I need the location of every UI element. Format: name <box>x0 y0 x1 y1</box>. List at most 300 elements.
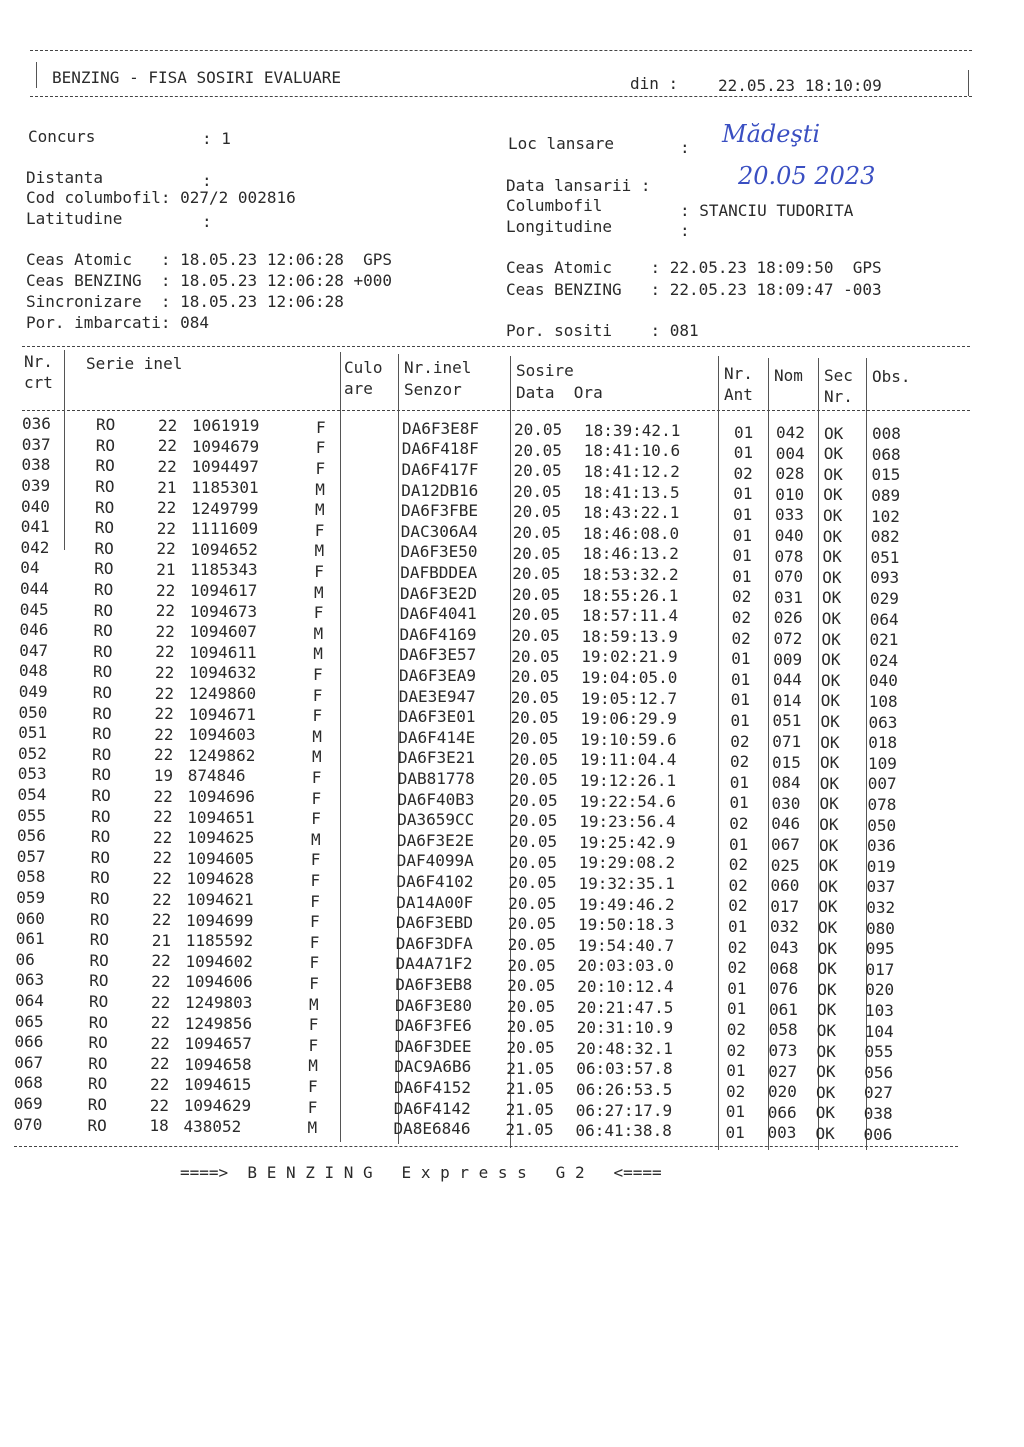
row-sensor-id: DA6F3EA9 <box>399 665 477 685</box>
row-nr: 041 <box>20 517 50 537</box>
row-ring-number: 1094696 <box>187 787 255 807</box>
row-sensor-id: DA12DB16 <box>401 480 479 500</box>
row-arrival-time: 19:10:59.6 <box>580 729 677 749</box>
table-row <box>0 805 1024 835</box>
table-header-top-border <box>22 346 970 347</box>
row-obs: 089 <box>871 486 901 506</box>
row-antenna: 01 <box>733 443 754 463</box>
row-nom: 042 <box>776 423 805 443</box>
row-obs: 008 <box>872 424 901 444</box>
row-country: RO <box>95 476 115 496</box>
row-sex: F <box>315 438 326 458</box>
row-ring-number: 1094657 <box>184 1034 252 1054</box>
col-obs-label: Obs. <box>872 367 911 386</box>
row-sec: OK <box>819 835 839 855</box>
row-year: 22 <box>150 1033 170 1053</box>
row-sex: M <box>312 726 322 746</box>
table-bottom-border <box>14 1146 958 1147</box>
row-country: RO <box>89 971 109 991</box>
porumbei-sositi: Por. sositi : 081 <box>506 321 699 340</box>
col-culoare-label: Culo <box>344 358 383 377</box>
row-arrival-time: 18:41:12.2 <box>583 462 680 482</box>
row-ring-number: 1249862 <box>188 745 256 765</box>
row-nr: 063 <box>15 970 45 990</box>
row-obs: 063 <box>868 712 898 732</box>
row-nr: 06 <box>15 949 35 969</box>
row-nr: 055 <box>17 805 47 825</box>
row-nom: 026 <box>773 608 803 628</box>
header-bottom-border <box>30 96 972 97</box>
row-country: RO <box>94 538 114 558</box>
row-sec: OK <box>816 1021 837 1041</box>
row-sex: F <box>309 932 320 952</box>
row-antenna: 02 <box>726 1081 746 1101</box>
row-sensor-id: DA6F4152 <box>394 1077 472 1097</box>
ceas-benzing-end: Ceas BENZING : 22.05.23 18:09:47 -003 <box>506 280 882 299</box>
row-country: RO <box>91 827 111 847</box>
row-arrival-date: 20.05 <box>509 790 558 810</box>
row-year: 22 <box>156 518 177 538</box>
row-sex: F <box>309 953 320 973</box>
row-sec: OK <box>822 526 843 546</box>
row-sex: M <box>314 541 325 561</box>
row-country: RO <box>89 930 110 950</box>
table-row <box>0 599 1024 629</box>
row-year: 21 <box>156 560 176 580</box>
col-nr-inel-label: Nr.inel <box>404 358 472 377</box>
row-obs: 007 <box>867 774 897 794</box>
row-antenna: 02 <box>726 1040 746 1060</box>
col-culoare-label-2: are <box>344 379 373 398</box>
row-arrival-date: 20.05 <box>511 626 560 646</box>
row-nr: 064 <box>15 991 44 1011</box>
row-antenna: 02 <box>728 875 748 895</box>
row-sensor-id: DA6F414E <box>398 727 476 747</box>
row-antenna: 01 <box>732 566 752 586</box>
row-arrival-time: 19:11:04.4 <box>580 750 677 770</box>
row-sec: OK <box>820 732 840 752</box>
row-antenna: 02 <box>727 958 747 978</box>
row-sensor-id: DAC306A4 <box>400 521 478 541</box>
row-sex: M <box>308 1056 318 1076</box>
row-year: 22 <box>152 869 172 889</box>
row-arrival-time: 18:46:08.0 <box>582 523 680 543</box>
row-nom: 067 <box>771 835 800 855</box>
row-arrival-time: 19:50:18.3 <box>578 915 675 935</box>
row-arrival-date: 20.05 <box>509 832 558 852</box>
row-arrival-date: 20.05 <box>513 502 562 522</box>
row-obs: 040 <box>869 671 898 691</box>
row-ring-number: 1094658 <box>184 1054 252 1074</box>
row-year: 22 <box>155 663 175 683</box>
row-arrival-time: 19:22:54.6 <box>579 791 676 811</box>
row-country: RO <box>93 662 113 682</box>
row-sensor-id: DA6F3FE6 <box>394 1016 472 1036</box>
row-ring-number: 1094497 <box>191 457 259 477</box>
row-year: 22 <box>156 580 176 600</box>
row-nom: 058 <box>768 1020 798 1040</box>
row-sensor-id: DA6F40B3 <box>397 789 475 809</box>
col-sec-nr-label: Nr. <box>824 387 853 406</box>
row-ring-number: 1249799 <box>191 498 259 518</box>
row-sec: OK <box>821 629 841 649</box>
row-sec: OK <box>823 506 843 526</box>
row-ring-number: 1061919 <box>192 416 260 436</box>
ceas-atomic-start: Ceas Atomic : 18.05.23 12:06:28 GPS <box>26 250 393 269</box>
row-sensor-id: DA4A71F2 <box>395 954 473 974</box>
row-obs: 108 <box>868 692 898 712</box>
row-year: 22 <box>154 704 174 724</box>
row-nom: 071 <box>772 732 802 752</box>
row-nr: 058 <box>16 867 46 887</box>
row-nr: 054 <box>17 785 47 805</box>
row-arrival-time: 06:27:17.9 <box>575 1100 673 1120</box>
row-arrival-time: 18:55:26.1 <box>582 585 679 605</box>
row-nom: 027 <box>768 1061 798 1081</box>
row-sec: OK <box>821 609 842 629</box>
row-year: 22 <box>155 601 176 621</box>
row-ring-number: 1094632 <box>189 663 257 683</box>
row-sensor-id: DA6F3E2E <box>397 830 475 850</box>
table-row <box>0 764 1024 794</box>
row-year: 22 <box>150 1075 170 1095</box>
row-ring-number: 1094607 <box>189 622 257 642</box>
row-obs: 036 <box>867 836 896 856</box>
row-antenna: 02 <box>727 937 748 957</box>
row-sec: OK <box>817 938 838 958</box>
row-obs: 020 <box>865 980 895 1000</box>
row-nom: 046 <box>771 814 801 834</box>
row-obs: 038 <box>863 1104 893 1124</box>
row-country: RO <box>92 703 112 723</box>
row-nr: 069 <box>13 1094 43 1114</box>
row-nom: 030 <box>771 793 801 813</box>
longitudine-colon: : <box>680 221 690 240</box>
row-sensor-id: DA6F4169 <box>399 624 477 644</box>
row-sec: OK <box>824 423 844 443</box>
ceas-atomic-end: Ceas Atomic : 22.05.23 18:09:50 GPS <box>506 258 882 277</box>
latitudine-label: Latitudine <box>26 209 123 228</box>
row-arrival-time: 19:49:46.2 <box>578 894 675 914</box>
row-sec: OK <box>815 1124 835 1144</box>
row-antenna: 01 <box>733 484 753 504</box>
row-arrival-date: 20.05 <box>507 955 556 975</box>
row-ring-number: 1094699 <box>186 910 254 930</box>
row-antenna: 01 <box>727 999 747 1019</box>
row-nom: 070 <box>774 567 804 587</box>
loc-lansare-colon: : <box>680 138 690 157</box>
row-obs: 024 <box>869 650 899 670</box>
row-antenna: 01 <box>731 669 751 689</box>
row-arrival-date: 20.05 <box>513 461 562 481</box>
row-sex: F <box>311 788 322 808</box>
row-sec: OK <box>821 670 841 690</box>
row-arrival-date: 21.05 <box>506 1079 555 1099</box>
row-sensor-id: DA6F4102 <box>396 871 474 891</box>
row-ring-number: 1094629 <box>183 1096 252 1116</box>
row-nr: 038 <box>21 455 51 475</box>
columbofil-label: Columbofil <box>506 196 603 215</box>
row-ring-number: 1249803 <box>185 993 253 1013</box>
latitudine-colon: : <box>202 212 212 231</box>
row-year: 22 <box>152 848 173 868</box>
row-antenna: 02 <box>728 896 748 916</box>
row-nr: 044 <box>20 579 49 599</box>
row-obs: 055 <box>864 1042 894 1062</box>
row-obs: 056 <box>864 1062 894 1082</box>
row-sex: F <box>313 603 324 623</box>
porumbei-imbarcati: Por. imbarcati: 084 <box>26 313 210 332</box>
row-arrival-date: 20.05 <box>509 770 558 790</box>
row-year: 22 <box>152 910 172 930</box>
row-sex: F <box>308 1035 319 1055</box>
row-sensor-id: DA6F418F <box>401 439 479 459</box>
table-header-bottom-border <box>22 410 970 411</box>
table-row <box>0 496 1024 526</box>
row-sec: OK <box>815 1103 836 1123</box>
row-obs: 051 <box>870 547 900 567</box>
row-obs: 064 <box>869 609 899 629</box>
row-country: RO <box>93 621 113 641</box>
row-country: RO <box>89 950 109 970</box>
row-obs: 029 <box>870 589 899 609</box>
row-arrival-date: 20.05 <box>507 996 556 1016</box>
row-sex: M <box>307 1118 318 1138</box>
row-country: RO <box>93 600 114 620</box>
row-sensor-id: DA6F3E8F <box>402 418 480 438</box>
row-sensor-id: DA6F3EBD <box>396 913 474 933</box>
row-nom: 031 <box>774 587 803 607</box>
row-sex: M <box>309 994 319 1014</box>
row-sec: OK <box>818 897 838 917</box>
row-nr: 037 <box>21 434 51 454</box>
row-obs: 018 <box>868 733 898 753</box>
row-sensor-id: DAB81778 <box>397 768 475 788</box>
row-arrival-time: 18:41:10.6 <box>583 441 681 461</box>
row-nr: 046 <box>19 620 49 640</box>
row-year: 22 <box>155 621 175 641</box>
row-antenna: 02 <box>733 463 753 483</box>
row-sec: OK <box>819 794 839 814</box>
table-row <box>0 929 1024 959</box>
row-country: RO <box>87 1115 107 1135</box>
row-year: 22 <box>158 415 178 435</box>
row-sec: OK <box>823 464 843 484</box>
row-sensor-id: DA6F3E01 <box>398 707 476 727</box>
row-sensor-id: DAE3E947 <box>398 686 476 706</box>
row-nom: 032 <box>770 917 799 937</box>
row-nr: 047 <box>19 640 49 660</box>
row-antenna: 01 <box>732 525 753 545</box>
row-year: 22 <box>151 951 171 971</box>
row-sex: F <box>316 417 326 437</box>
row-sensor-id: DA6F3DEE <box>394 1036 472 1056</box>
row-sex: M <box>315 479 325 499</box>
row-obs: 109 <box>868 753 897 773</box>
row-arrival-time: 19:12:26.1 <box>579 771 677 791</box>
row-year: 22 <box>157 436 178 456</box>
row-arrival-date: 21.05 <box>505 1120 554 1140</box>
row-arrival-time: 20:21:47.5 <box>577 997 674 1017</box>
row-arrival-date: 20.05 <box>514 420 563 440</box>
row-nom: 040 <box>774 526 804 546</box>
row-nr: 040 <box>21 496 50 516</box>
row-nr: 045 <box>19 599 49 619</box>
col-sec-label: Sec <box>824 366 853 385</box>
row-nr: 068 <box>14 1073 43 1093</box>
row-country: RO <box>95 435 116 455</box>
row-antenna: 01 <box>727 978 747 998</box>
row-ring-number: 1094603 <box>188 725 256 745</box>
row-year: 18 <box>149 1116 169 1136</box>
row-nr: 056 <box>17 826 46 846</box>
row-arrival-date: 20.05 <box>511 667 560 687</box>
row-arrival-time: 19:02:21.9 <box>581 647 678 667</box>
row-sex: M <box>313 623 324 643</box>
row-ring-number: 1249856 <box>184 1013 253 1033</box>
row-sex: M <box>315 500 325 520</box>
row-country: RO <box>90 847 111 867</box>
loc-lansare-handwritten: Mădeşti <box>722 120 821 148</box>
ceas-benzing-start: Ceas BENZING : 18.05.23 12:06:28 +000 <box>26 271 393 290</box>
row-nom: 084 <box>771 773 801 793</box>
row-country: RO <box>90 868 110 888</box>
row-nr: 048 <box>19 661 48 681</box>
row-antenna: 02 <box>729 813 749 833</box>
row-sex: F <box>308 1076 318 1096</box>
col-nr-label: Nr. <box>24 352 53 371</box>
row-country: RO <box>89 991 109 1011</box>
row-country: RO <box>88 1053 108 1073</box>
row-year: 22 <box>153 827 173 847</box>
row-arrival-date: 20.05 <box>506 1038 555 1058</box>
row-ring-number: 1094628 <box>186 869 254 889</box>
row-year: 22 <box>157 457 177 477</box>
row-ring-number: 1249860 <box>188 684 257 704</box>
row-arrival-date: 20.05 <box>512 564 561 584</box>
row-arrival-time: 06:26:53.5 <box>576 1080 673 1100</box>
row-arrival-date: 20.05 <box>508 873 557 893</box>
row-obs: 104 <box>864 1021 894 1041</box>
row-arrival-date: 20.05 <box>507 976 556 996</box>
row-obs: 068 <box>871 444 901 464</box>
row-arrival-time: 19:29:08.2 <box>578 853 676 873</box>
row-ring-number: 1094605 <box>186 848 255 868</box>
row-country: RO <box>88 1033 108 1053</box>
row-country: RO <box>91 785 111 805</box>
row-year: 22 <box>153 807 173 827</box>
row-sec: OK <box>821 650 841 670</box>
row-nr: 050 <box>18 702 48 722</box>
row-obs: 093 <box>870 568 900 588</box>
row-ring-number: 1185592 <box>185 931 254 951</box>
row-sex: F <box>310 850 321 870</box>
loc-lansare-label: Loc lansare <box>508 134 614 153</box>
row-arrival-time: 20:10:12.4 <box>577 977 674 997</box>
row-arrival-date: 21.05 <box>505 1099 554 1119</box>
row-obs: 102 <box>871 506 900 526</box>
row-sex: F <box>311 767 322 787</box>
row-nom: 017 <box>770 896 800 916</box>
row-year: 19 <box>153 766 174 786</box>
row-year: 22 <box>151 972 171 992</box>
row-arrival-time: 18:43:22.1 <box>583 503 680 523</box>
row-ring-number: 1094611 <box>189 642 257 662</box>
row-sec: OK <box>817 979 837 999</box>
row-ring-number: 1094625 <box>187 828 255 848</box>
row-nr: 060 <box>16 908 45 928</box>
row-nr: 070 <box>13 1114 43 1134</box>
row-sex: M <box>313 644 323 664</box>
row-sex: F <box>310 891 320 911</box>
row-nom: 025 <box>770 855 800 875</box>
row-nr: 052 <box>18 743 47 763</box>
row-sec: OK <box>820 753 840 773</box>
row-sec: OK <box>816 1082 836 1102</box>
row-obs: 037 <box>866 877 896 897</box>
row-year: 21 <box>157 477 177 497</box>
row-sec: OK <box>823 485 843 505</box>
row-sex: F <box>310 912 320 932</box>
col-sosire-label: Sosire <box>516 361 574 380</box>
row-arrival-date: 20.05 <box>508 914 557 934</box>
row-arrival-time: 20:03:03.0 <box>577 956 674 976</box>
col-nr-ant-label: Nr. <box>724 364 753 383</box>
row-nom: 043 <box>769 938 799 958</box>
row-sensor-id: DA6F3DFA <box>395 933 473 953</box>
row-arrival-date: 20.05 <box>507 935 556 955</box>
row-country: RO <box>94 579 114 599</box>
header-top-border <box>30 50 972 51</box>
row-antenna: 01 <box>728 916 748 936</box>
row-nom: 014 <box>772 690 802 710</box>
table-row <box>0 1011 1024 1041</box>
row-country: RO <box>90 909 110 929</box>
row-nom: 020 <box>768 1082 797 1102</box>
row-obs: 017 <box>865 959 895 979</box>
row-antenna: 01 <box>730 710 750 730</box>
row-arrival-date: 20.05 <box>513 440 562 460</box>
row-nr: 066 <box>14 1032 44 1052</box>
distanta-colon: : <box>202 171 212 190</box>
row-year: 22 <box>157 498 177 518</box>
col-data-ora-label: Data Ora <box>516 383 603 402</box>
row-ring-number: 1094673 <box>189 601 258 621</box>
row-sensor-id: DA3659CC <box>397 810 475 830</box>
row-nom: 009 <box>773 649 803 669</box>
row-nom: 072 <box>773 629 803 649</box>
row-year: 22 <box>154 745 174 765</box>
row-country: RO <box>91 806 111 826</box>
row-sensor-id: DA6F3E57 <box>399 645 477 665</box>
row-sex: F <box>312 685 323 705</box>
col-senzor-label: Senzor <box>404 380 462 399</box>
row-antenna: 01 <box>726 1061 746 1081</box>
row-sex: F <box>314 561 324 581</box>
report-din-label: din : <box>630 74 679 93</box>
row-sec: OK <box>820 712 840 732</box>
row-obs: 032 <box>866 898 896 918</box>
row-year: 22 <box>150 1013 171 1033</box>
table-row <box>0 702 1024 732</box>
row-country: RO <box>92 724 112 744</box>
row-arrival-date: 20.05 <box>510 729 559 749</box>
row-nom: 073 <box>768 1041 798 1061</box>
row-arrival-date: 20.05 <box>512 584 561 604</box>
row-arrival-date: 20.05 <box>510 749 559 769</box>
row-sex: F <box>310 870 321 890</box>
row-sec: OK <box>817 959 837 979</box>
